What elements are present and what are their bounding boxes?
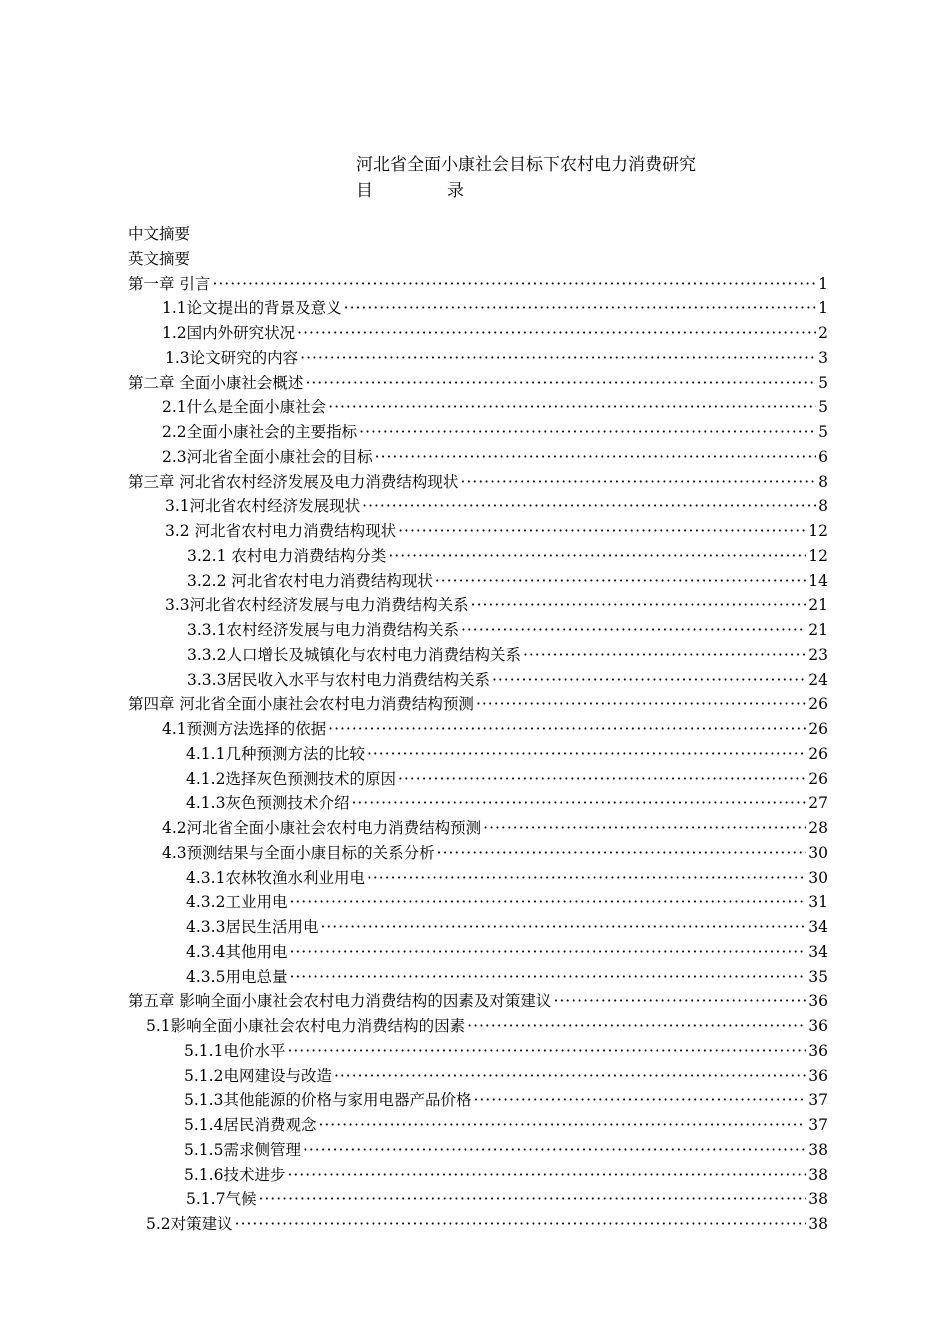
- toc-entry: [184, 1039, 828, 1063]
- toc-page-number: 12: [808, 522, 828, 540]
- toc-page-number: 6: [818, 447, 828, 466]
- toc-page-number: 26: [808, 695, 828, 714]
- toc-entry-label: 5.1.1电价水平: [184, 1041, 286, 1060]
- toc-dot-leader: [375, 445, 816, 469]
- toc-entry-label: 5.1.7气候: [186, 1190, 257, 1209]
- toc-entry-label: 4.2河北省全面小康社会农村电力消费结构预测: [162, 819, 482, 837]
- toc-heading: [356, 176, 464, 201]
- toc-page-number: 5: [818, 373, 828, 392]
- toc-dot-leader: [287, 1163, 806, 1187]
- toc-entry: [187, 569, 828, 593]
- toc-entry: [165, 346, 828, 370]
- toc-entry: [128, 371, 828, 395]
- toc-page-number: 30: [808, 843, 828, 862]
- toc-dot-leader: [289, 965, 806, 989]
- toc-dot-leader: [328, 395, 816, 419]
- toc-page-number: 8: [818, 472, 828, 491]
- toc-page-number: 3: [818, 348, 828, 367]
- toc-dot-leader: [334, 1064, 806, 1088]
- toc-dot-leader: [344, 296, 816, 320]
- toc-page-number: 21: [808, 596, 828, 615]
- toc-dot-leader: [483, 816, 806, 840]
- toc-entry-label: 5.1.4居民消费观念: [184, 1116, 317, 1134]
- toc-dot-leader: [435, 569, 806, 593]
- toc-page-number: 5: [818, 423, 828, 441]
- toc-entry-label: 第一章 引言: [128, 274, 211, 293]
- toc-entry-label: 4.1.3灰色预测技术介绍: [186, 794, 350, 813]
- toc-dot-leader: [362, 494, 816, 518]
- toc-entry-label: 英文摘要: [128, 249, 191, 268]
- toc-page-number: 38: [808, 1140, 828, 1159]
- toc-page-number: 38: [808, 1165, 828, 1184]
- toc-entry-label: 5.1影响全面小康社会农村电力消费结构的因素: [146, 1017, 466, 1035]
- toc-entry: [162, 841, 828, 865]
- toc-entry: [184, 1064, 828, 1088]
- toc-entry: [165, 519, 828, 543]
- toc-entry-label: 4.3.4其他用电: [186, 942, 288, 961]
- toc-heading-right: 录: [447, 181, 464, 201]
- toc-entry-label: 1.3论文研究的内容: [165, 348, 299, 367]
- toc-entry: [186, 866, 828, 890]
- toc-dot-leader: [287, 1039, 806, 1063]
- toc-entry: [186, 915, 828, 939]
- toc-dot-leader: [398, 519, 806, 543]
- toc-page-number: 34: [808, 942, 828, 961]
- toc-entry: [187, 544, 828, 568]
- toc-entry-label: 5.1.5需求侧管理: [184, 1140, 301, 1159]
- toc-entry-label: 4.3.5用电总量: [186, 967, 288, 986]
- toc-entry-label: 第四章 河北省全面小康社会农村电力消费结构预测: [128, 695, 474, 714]
- toc-entry: [186, 965, 828, 989]
- toc-dot-leader: [367, 866, 806, 890]
- toc-dot-leader: [367, 742, 806, 766]
- toc-entry: [128, 470, 828, 494]
- toc-page-number: 37: [808, 1091, 828, 1110]
- toc-entry: [162, 321, 828, 345]
- toc-entry: [162, 717, 828, 741]
- toc-page-number: 26: [808, 744, 828, 763]
- toc-entry: [186, 940, 828, 964]
- toc-dot-leader: [289, 940, 806, 964]
- toc-entry-label: 4.3预测结果与全面小康目标的关系分析: [162, 843, 435, 862]
- toc-entry: [184, 1088, 828, 1112]
- toc-entry: [162, 420, 828, 444]
- toc-entry-label: 中文摘要: [128, 225, 191, 243]
- toc-page-number: 1: [818, 274, 828, 293]
- toc-page-number: 21: [808, 621, 828, 639]
- toc-dot-leader: [523, 643, 806, 667]
- toc-dot-leader: [553, 989, 806, 1013]
- toc-entry-label: 3.3河北省农村经济发展与电力消费结构关系: [165, 596, 469, 615]
- toc-page-number: 36: [808, 992, 828, 1011]
- toc-page-number: 36: [808, 1041, 828, 1060]
- toc-page-number: 1: [818, 299, 828, 318]
- toc-entry-label: 第二章 全面小康社会概述: [128, 373, 304, 392]
- toc-page-number: 5: [818, 398, 828, 417]
- toc-entry: [187, 643, 828, 667]
- toc-entry-label: 5.1.6技术进步: [184, 1165, 286, 1184]
- toc-entry-label: 1.1论文提出的背景及意义: [162, 299, 342, 318]
- document-title: 河北省全面小康社会目标下农村电力消费研究: [356, 155, 696, 175]
- toc-dot-leader: [437, 841, 807, 865]
- toc-page-number: 37: [808, 1116, 828, 1134]
- toc-entry-label: 3.2 河北省农村电力消费结构现状: [165, 522, 397, 540]
- toc-dot-leader: [212, 272, 816, 296]
- toc-entry: [186, 742, 828, 766]
- toc-dot-leader: [359, 420, 816, 444]
- toc-dot-leader: [476, 692, 806, 716]
- toc-entry: [184, 1138, 828, 1162]
- toc-entry: [128, 989, 828, 1013]
- toc-entry: [162, 296, 828, 320]
- toc-page-number: 24: [808, 670, 828, 689]
- toc-entry: [187, 618, 828, 642]
- toc-entry: [162, 395, 828, 419]
- toc-entry-label: 3.2.2 河北省农村电力消费结构现状: [187, 571, 433, 590]
- toc-entry-label: 3.2.1 农村电力消费结构分类: [187, 546, 387, 565]
- toc-entry: [128, 222, 190, 246]
- toc-entry: [186, 1187, 828, 1211]
- toc-entry: [187, 668, 828, 692]
- toc-entry: [186, 767, 828, 791]
- toc-dot-leader: [258, 1187, 806, 1211]
- toc-page-number: 27: [808, 794, 828, 813]
- toc-page-number: 38: [808, 1190, 828, 1209]
- toc-page-number: 36: [808, 1017, 828, 1035]
- toc-entry: [186, 890, 828, 914]
- toc-page-number: 8: [818, 497, 828, 516]
- toc-page-number: 30: [808, 868, 828, 887]
- toc-entry: [146, 1014, 828, 1038]
- toc-entry-label: 2.1什么是全面小康社会: [162, 398, 327, 417]
- toc-entry: [186, 791, 828, 815]
- toc-entry-label: 2.2全面小康社会的主要指标: [162, 423, 358, 441]
- toc-page-number: 14: [808, 571, 828, 590]
- toc-entry-label: 4.3.1农林牧渔水利业用电: [186, 868, 365, 887]
- toc-entry-label: 第五章 影响全面小康社会农村电力消费结构的因素及对策建议: [128, 992, 552, 1011]
- toc-entry: [165, 494, 828, 518]
- toc-dot-leader: [388, 544, 806, 568]
- toc-entry-label: 1.2国内外研究状况: [162, 324, 296, 342]
- toc-page-number: 28: [808, 819, 828, 837]
- toc-page-number: 35: [808, 967, 828, 986]
- toc-dot-leader: [297, 321, 816, 345]
- toc-page-number: 26: [808, 769, 828, 788]
- toc-page-number: 31: [808, 893, 828, 912]
- toc-dot-leader: [235, 1212, 807, 1236]
- toc-entry-label: 4.1预测方法选择的依据: [162, 720, 327, 738]
- toc-page-number: 26: [808, 720, 828, 738]
- toc-dot-leader: [460, 470, 816, 494]
- toc-entry-label: 3.3.2人口增长及城镇化与农村电力消费结构关系: [187, 645, 521, 664]
- toc-entry: [128, 247, 190, 271]
- toc-entry-label: 5.1.2电网建设与改造: [184, 1066, 332, 1085]
- toc-page-number: 12: [808, 546, 828, 565]
- toc-dot-leader: [328, 717, 806, 741]
- toc-dot-leader: [467, 1014, 806, 1038]
- toc-page-number: 38: [808, 1215, 828, 1233]
- toc-entry-label: 4.3.2工业用电: [186, 893, 288, 912]
- toc-dot-leader: [492, 668, 806, 692]
- toc-entry-label: 4.3.3居民生活用电: [186, 918, 319, 936]
- toc-dot-leader: [473, 1088, 806, 1112]
- toc-entry-label: 2.3河北省全面小康社会的目标: [162, 447, 373, 466]
- toc-heading-left: 目: [356, 181, 373, 201]
- toc-page-number: 36: [808, 1066, 828, 1085]
- toc-dot-leader: [320, 915, 806, 939]
- toc-dot-leader: [471, 593, 807, 617]
- toc-entry-label: 3.3.1农村经济发展与电力消费结构关系: [187, 621, 459, 639]
- toc-entry: [128, 272, 828, 296]
- toc-page-number: 23: [808, 645, 828, 664]
- toc-dot-leader: [398, 767, 806, 791]
- toc-dot-leader: [305, 371, 816, 395]
- toc-entry-label: 4.1.1几种预测方法的比较: [186, 744, 365, 763]
- toc-entry: [184, 1113, 828, 1137]
- toc-entry: [184, 1163, 828, 1187]
- toc-dot-leader: [300, 346, 816, 370]
- toc-dot-leader: [461, 618, 806, 642]
- toc-entry-label: 3.1河北省农村经济发展现状: [165, 497, 361, 516]
- toc-entry: [165, 593, 828, 617]
- toc-entry-label: 3.3.3居民收入水平与农村电力消费结构关系: [187, 670, 490, 689]
- toc-entry-label: 4.1.2选择灰色预测技术的原因: [186, 769, 396, 788]
- toc-entry: [146, 1212, 828, 1236]
- toc-entry: [128, 692, 828, 716]
- toc-dot-leader: [351, 791, 806, 815]
- toc-entry-label: 5.2对策建议: [146, 1215, 233, 1233]
- toc-entry: [162, 816, 828, 840]
- toc-page-number: 34: [808, 918, 828, 936]
- toc-dot-leader: [303, 1138, 806, 1162]
- toc-entry: [162, 445, 828, 469]
- toc-entry-label: 5.1.3其他能源的价格与家用电器产品价格: [184, 1091, 472, 1110]
- toc-dot-leader: [318, 1113, 806, 1137]
- toc-dot-leader: [289, 890, 806, 914]
- toc-page-number: 2: [818, 324, 828, 342]
- toc-entry-label: 第三章 河北省农村经济发展及电力消费结构现状: [128, 472, 459, 491]
